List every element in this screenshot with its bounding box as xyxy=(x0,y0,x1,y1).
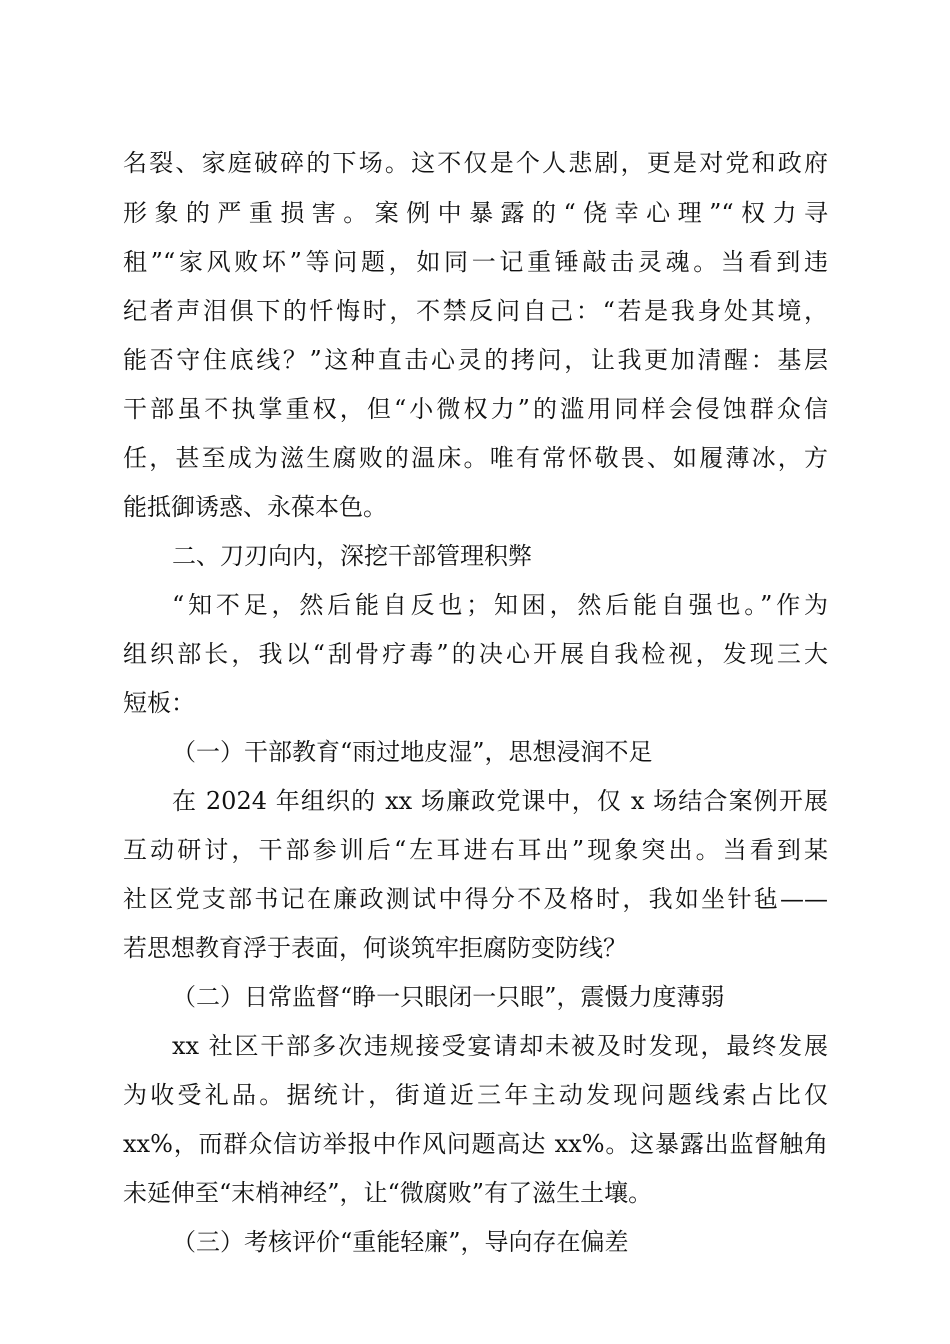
paragraph-line: 租”“家风败坏”等问题，如同一记重锤敲击灵魂。当看到违 xyxy=(123,248,828,276)
paragraph-line: xx%，而群众信访举报中作风问题高达 xx%。这暴露出监督触角 xyxy=(123,1130,828,1158)
paragraph-line: 干部虽不执掌重权，但“小微权力”的滥用同样会侵蚀群众信 xyxy=(123,395,828,423)
subsection-heading: （一）干部教育“雨过地皮湿”，思想浸润不足 xyxy=(172,738,653,766)
section-heading: 二、刀刃向内，深挖干部管理积弊 xyxy=(172,542,532,570)
paragraph-line: xx 社区干部多次违规接受宴请却未被及时发现，最终发展 xyxy=(172,1032,828,1060)
paragraph-line: 社区党支部书记在廉政测试中得分不及格时，我如坐针毡—— xyxy=(123,885,828,913)
subsection-heading: （二）日常监督“睁一只眼闭一只眼”，震慑力度薄弱 xyxy=(172,983,725,1011)
paragraph-line: 任，甚至成为滋生腐败的温床。唯有常怀敬畏、如履薄冰，方 xyxy=(123,444,828,472)
paragraph-line: 能否守住底线？”这种直击心灵的拷问，让我更加清醒：基层 xyxy=(123,346,828,374)
paragraph-line: 若思想教育浮于表面，何谈筑牢拒腐防变防线？ xyxy=(123,934,627,962)
paragraph-line: 能抵御诱惑、永葆本色。 xyxy=(123,493,387,521)
paragraph-line: 未延伸至“末梢神经”，让“微腐败”有了滋生土壤。 xyxy=(123,1179,653,1207)
subsection-heading: （三）考核评价“重能轻廉”，导向存在偏差 xyxy=(172,1228,629,1256)
paragraph-line: 名裂、家庭破碎的下场。这不仅是个人悲剧，更是对党和政府 xyxy=(123,149,828,177)
paragraph-line: 纪者声泪俱下的忏悔时，不禁反问自己：“若是我身处其境， xyxy=(123,297,828,325)
paragraph-line: 在 2024 年组织的 xx 场廉政党课中，仅 x 场结合案例开展 xyxy=(172,787,828,815)
paragraph-line: 为收受礼品。据统计，街道近三年主动发现问题线索占比仅 xyxy=(123,1081,828,1109)
paragraph-line: 短板： xyxy=(123,689,195,717)
paragraph-line: 形象的严重损害。案例中暴露的“侥幸心理”“权力寻 xyxy=(123,199,828,227)
paragraph-line: “知不足，然后能自反也；知困，然后能自强也。”作为 xyxy=(172,591,828,619)
paragraph-line: 互动研讨，干部参训后“左耳进右耳出”现象突出。当看到某 xyxy=(123,836,828,864)
paragraph-line: 组织部长，我以“刮骨疗毒”的决心开展自我检视，发现三大 xyxy=(123,640,828,668)
